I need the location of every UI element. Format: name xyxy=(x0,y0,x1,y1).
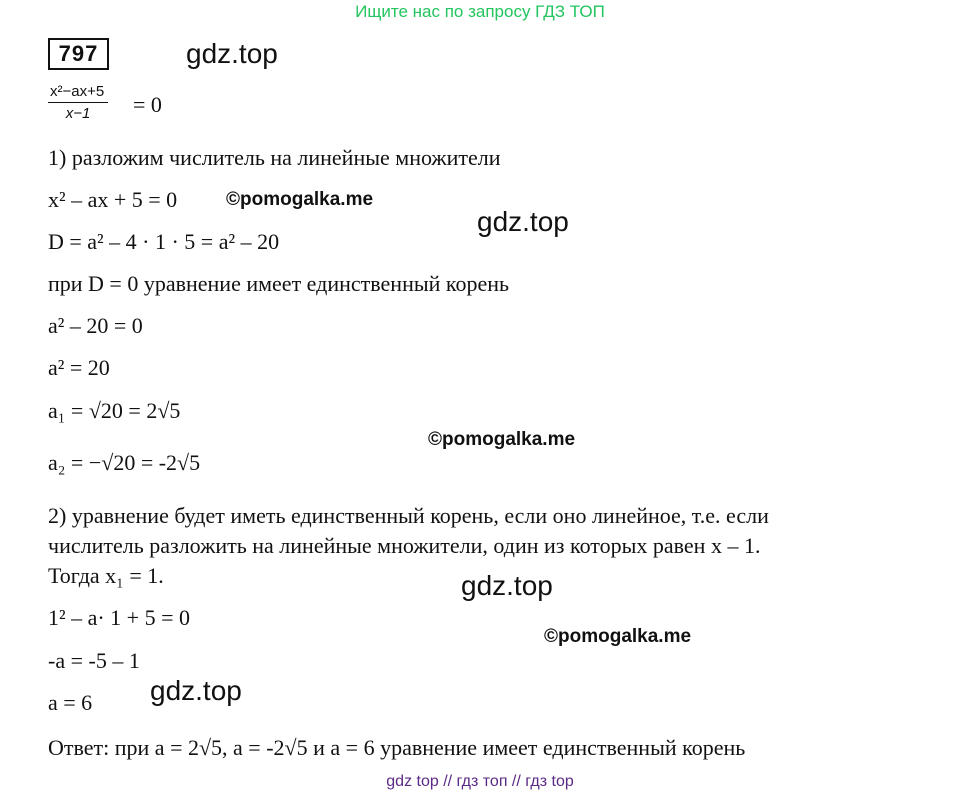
equation-fraction xyxy=(48,83,108,122)
root-a2-line: a₂ = −√20 = -2√5 xyxy=(48,450,201,475)
step1-heading: 1) разложим числитель на линейные множители xyxy=(48,145,501,170)
fraction-rhs: = 0 xyxy=(133,92,162,117)
root-a1-line: a₁ = √20 = 2√5 xyxy=(48,398,181,423)
fraction-numerator: x²−ax+5 xyxy=(48,83,108,103)
top-banner: Ищите нас по запросу ГДЗ ТОП xyxy=(355,2,605,21)
task-number: 797 xyxy=(48,38,109,70)
condition-line: при D = 0 уравнение имеет единственный корень xyxy=(48,271,510,296)
footer-links: gdz top // гдз топ // гдз top xyxy=(386,773,574,790)
equation-line: a = 6 xyxy=(48,690,93,715)
equation-line: a² – 20 = 0 xyxy=(48,313,143,338)
step2-line: Тогда x₁ = 1. xyxy=(48,563,164,588)
gdz-watermark: gdz.top xyxy=(186,38,278,69)
gdz-watermark: gdz.top xyxy=(461,570,553,601)
step2-line: 2) уравнение будет иметь единственный корень, если оно линейное, т.е. если xyxy=(48,503,769,528)
gdz-watermark: gdz.top xyxy=(150,675,242,706)
discriminant-line: D = a² – 4 · 1 · 5 = a² – 20 xyxy=(48,229,280,254)
answer-line: Ответ: при a = 2√5, a = -2√5 и a = 6 уравнение имеет единственный корень xyxy=(48,735,746,760)
step2-line: числитель разложить на линейные множители, один из которых равен x – 1. xyxy=(48,533,761,558)
pomogalka-watermark: ©pomogalka.me xyxy=(544,626,692,647)
equation-line: x² – ax + 5 = 0 xyxy=(48,187,178,212)
pomogalka-watermark: ©pomogalka.me xyxy=(226,189,374,210)
equation-line: a² = 20 xyxy=(48,355,110,380)
pomogalka-watermark: ©pomogalka.me xyxy=(428,429,576,450)
equation-line: -a = -5 – 1 xyxy=(48,648,140,673)
equation-line: 1² – a· 1 + 5 = 0 xyxy=(48,605,191,630)
fraction-denominator: x−1 xyxy=(65,105,91,122)
gdz-watermark: gdz.top xyxy=(477,206,569,237)
